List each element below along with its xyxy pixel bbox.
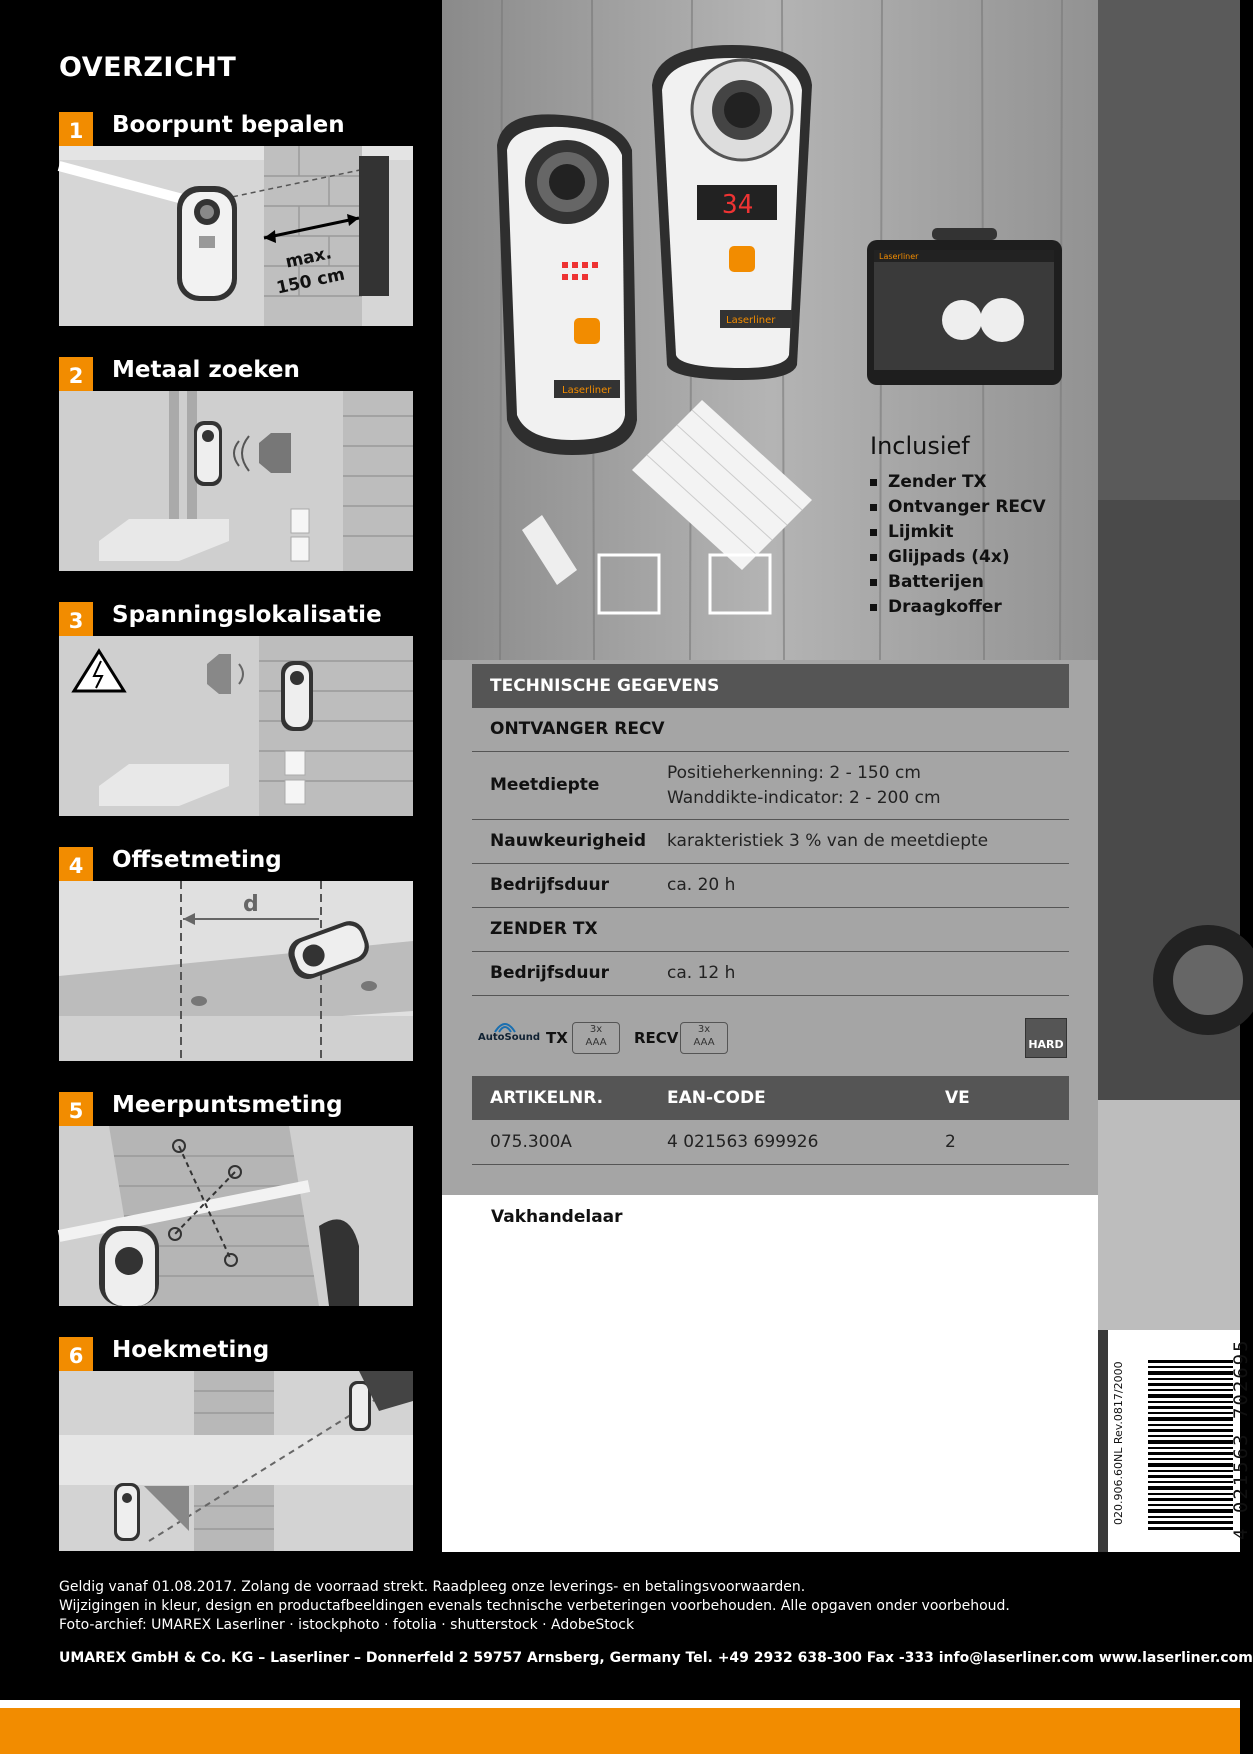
hard-case-icon: HARD: [1025, 1018, 1067, 1058]
ean-code: 4 021563 699926: [667, 1132, 819, 1152]
transmitter-device-image: [497, 114, 637, 455]
battery-icon: 3x AAA: [680, 1022, 728, 1054]
step-number: 3: [59, 602, 93, 636]
overview-title: OVERZICHT: [59, 52, 237, 83]
step-label: Meerpuntsmeting: [112, 1092, 343, 1118]
step-illustration: [59, 391, 413, 571]
step-illustration: [59, 1371, 413, 1551]
footer-line: Geldig vanaf 01.08.2017. Zolang de voorraad strekt. Raadpleeg onze leverings- en betalingsvoorwaarden.: [59, 1579, 806, 1595]
svg-text:Laserliner: Laserliner: [726, 315, 776, 326]
spec-value-line: Wanddikte-indicator: 2 - 200 cm: [667, 788, 941, 808]
list-item: Zender TX: [870, 470, 1046, 495]
spec-key: Bedrijfsduur: [490, 875, 609, 895]
spec-key: Meetdiepte: [490, 775, 600, 795]
step-number: 5: [59, 1092, 93, 1126]
step-illustration: [59, 1126, 413, 1306]
dealer-label: Vakhandelaar: [491, 1207, 623, 1227]
included-list: [870, 470, 1046, 620]
footer-notes: [59, 1578, 1010, 1635]
step-label: Offsetmeting: [112, 847, 282, 873]
step-label: Hoekmeting: [112, 1337, 270, 1363]
barcode-area: [1108, 1330, 1240, 1552]
dealer-area: [442, 1195, 1098, 1552]
decorative-photo: [1098, 0, 1240, 1552]
overview-column: [0, 0, 442, 1552]
footer-line: Wijzigingen in kleur, design en productafbeeldingen evenals technische verbeteringen voorbehouden. Alle opgaven onder voorbehoud.: [59, 1598, 1010, 1614]
list-item: Batterijen: [870, 570, 1046, 595]
step-number: 6: [59, 1337, 93, 1371]
list-item: Ontvanger RECV: [870, 495, 1046, 520]
autosound-label: AutoSound: [478, 1032, 540, 1043]
table-row: [472, 708, 1069, 752]
table-row: [472, 1120, 1069, 1165]
table-row: [472, 820, 1069, 864]
list-item: Glijpads (4x): [870, 545, 1046, 570]
footer-line: Foto-archief: UMAREX Laserliner · istockphoto · fotolia · shutterstock · AdobeStock: [59, 1617, 635, 1633]
feature-icons-row: [472, 1010, 1069, 1065]
svg-text:max.: max.: [283, 243, 334, 273]
svg-text:d: d: [243, 892, 259, 917]
carry-case-image: [867, 228, 1062, 385]
table-row: [472, 952, 1069, 996]
accent-bar: [0, 1708, 1240, 1754]
step-label: Boorpunt bepalen: [112, 112, 345, 138]
article-table: [472, 1076, 1069, 1165]
included-title: Inclusief: [870, 432, 970, 460]
packaging-unit: 2: [945, 1132, 956, 1152]
list-item: Lijmkit: [870, 520, 1046, 545]
list-item: Draagkoffer: [870, 595, 1046, 620]
battery-icon: 3x AAA: [572, 1022, 620, 1054]
step-illustration: [59, 881, 413, 1061]
step-number: 1: [59, 112, 93, 146]
step-illustration: [59, 636, 413, 816]
svg-text:Laserliner: Laserliner: [562, 385, 612, 396]
table-row: [472, 752, 1069, 820]
receiver-device-image: [652, 45, 812, 380]
step-number: 2: [59, 357, 93, 391]
spec-section-title: ZENDER TX: [490, 919, 598, 939]
spec-value: ca. 20 h: [667, 875, 736, 895]
column-header: EAN-CODE: [667, 1088, 766, 1108]
company-address: UMAREX GmbH & Co. KG – Laserliner – Donnerfeld 2 59757 Arnsberg, Germany Tel. +49 2932 638-300 Fax -333 info@laserliner.com www.laserliner.com: [59, 1650, 1253, 1666]
spec-table: [472, 664, 1069, 996]
autosound-icon: [490, 1014, 520, 1034]
step-label: Metaal zoeken: [112, 357, 300, 383]
step-number: 4: [59, 847, 93, 881]
svg-text:150 cm: 150 cm: [274, 264, 347, 299]
tx-label: TX: [546, 1029, 568, 1047]
barcode-icon: [1148, 1360, 1233, 1530]
spec-header: TECHNISCHE GEGEVENS: [472, 664, 1069, 708]
spec-key: Bedrijfsduur: [490, 963, 609, 983]
spec-section-title: ONTVANGER RECV: [490, 719, 665, 739]
spec-value: karakteristiek 3 % van de meetdiepte: [667, 831, 989, 851]
spec-value: ca. 12 h: [667, 963, 736, 983]
svg-text:34: 34: [722, 190, 754, 220]
divider: [0, 1700, 1240, 1708]
step-label: Spanningslokalisatie: [112, 602, 382, 628]
column-header: VE: [945, 1088, 970, 1108]
recv-label: RECV: [634, 1029, 679, 1047]
barcode-number: 4 021563 702695: [1230, 1338, 1252, 1540]
column-header: ARTIKELNR.: [490, 1088, 604, 1108]
spec-value: [667, 761, 941, 811]
step-illustration: [59, 146, 413, 326]
table-row: [472, 908, 1069, 952]
spec-key: Nauwkeurigheid: [490, 831, 646, 851]
document-code: 020.906.60NL Rev.0817/2000: [1112, 1361, 1125, 1525]
article-number: 075.300A: [490, 1132, 572, 1152]
svg-text:Laserliner: Laserliner: [879, 252, 919, 261]
spec-value-line: Positieherkenning: 2 - 150 cm: [667, 763, 921, 783]
table-row: [472, 864, 1069, 908]
article-header: [472, 1076, 1069, 1120]
